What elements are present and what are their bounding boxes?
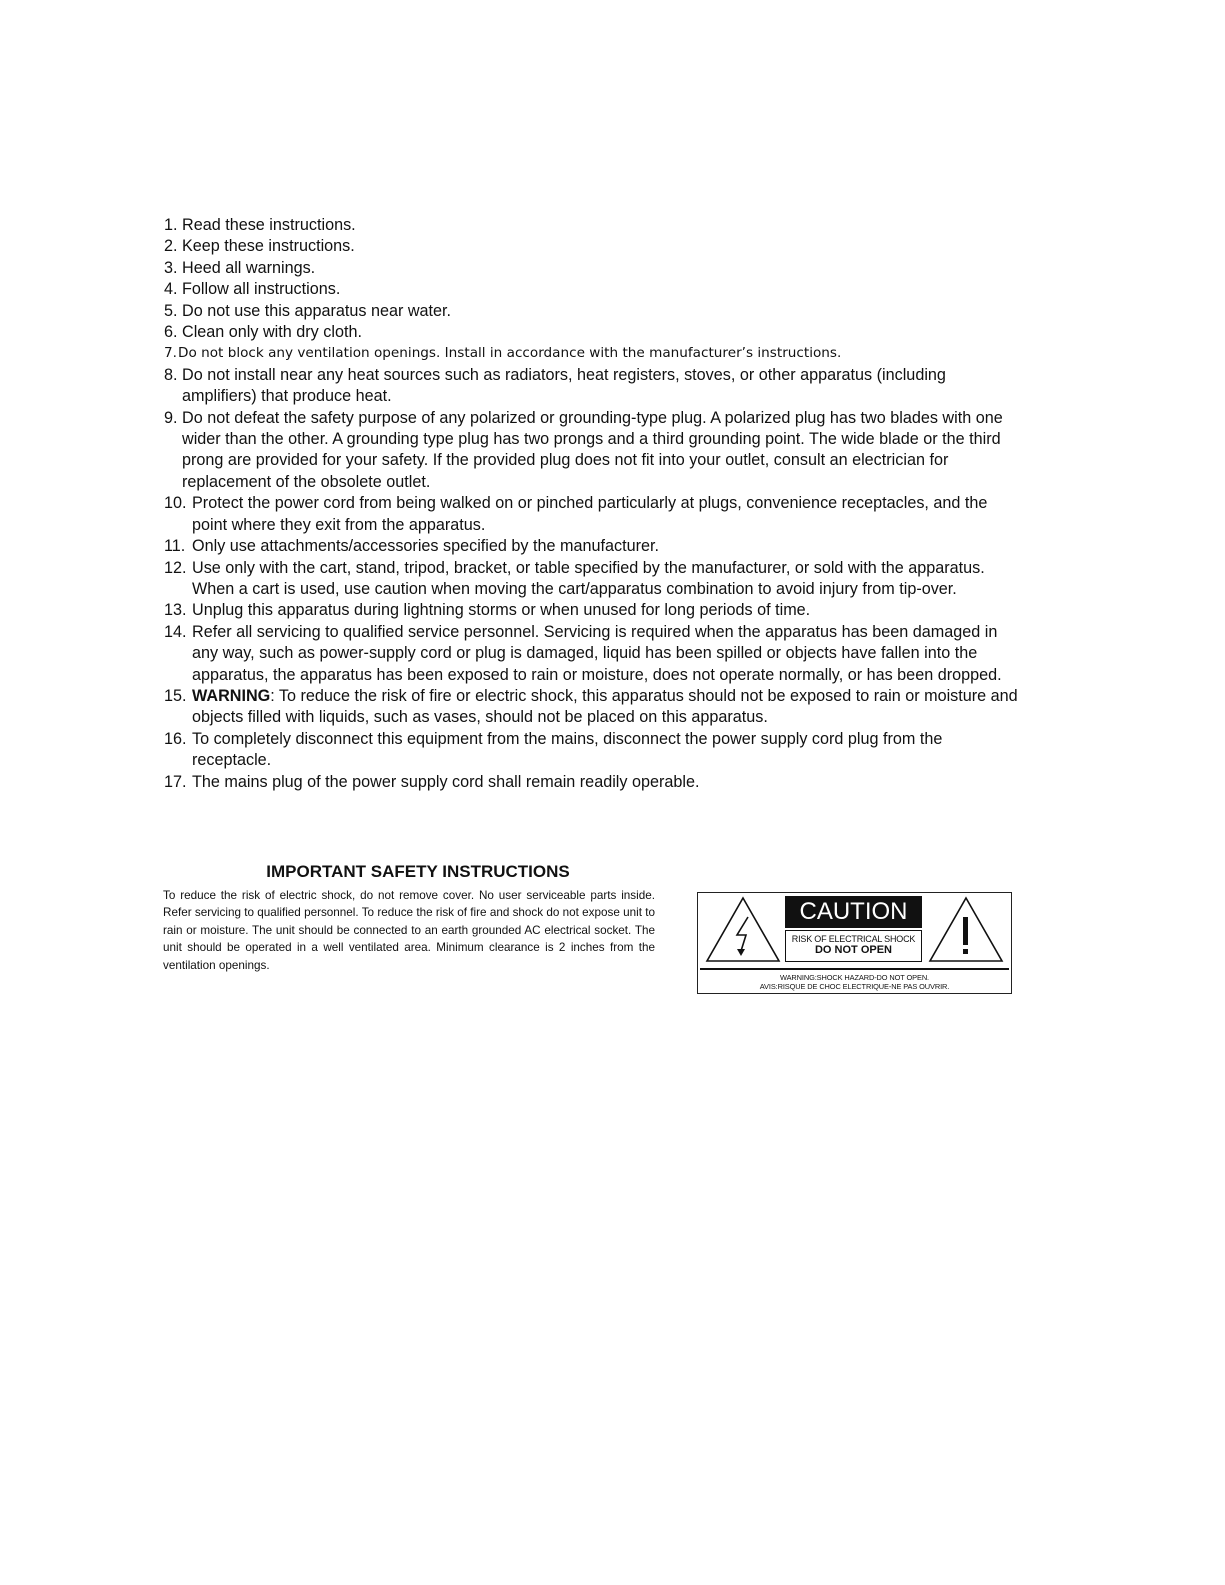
item-text: Do not block any ventilation openings. Install in accordance with the manufacturer’s instructions.: [178, 345, 842, 362]
item-number: 9.: [164, 408, 178, 427]
item-number: 3.: [164, 258, 178, 277]
list-item: [164, 686, 1024, 729]
item-number: 4.: [164, 280, 178, 299]
caution-label: [697, 892, 1012, 994]
item-number: 6.: [164, 323, 178, 342]
item-text: Follow all instructions.: [182, 280, 341, 299]
item-number: 16.: [164, 729, 187, 748]
item-text: Keep these instructions.: [182, 237, 355, 256]
divider: [700, 968, 1009, 970]
item-number: 5.: [164, 301, 178, 320]
instructions-list: [164, 215, 1024, 793]
item-text: Protect the power cord from being walked on or pinched particularly at plugs, convenience receptacles, and the point where they exit from the apparatus.: [192, 494, 988, 534]
item-number: 7.: [164, 345, 177, 362]
item-text: : To reduce the risk of fire or electric shock, this apparatus should not be exposed to rain or moisture and objects filled with liquids, such as vases, should not be placed on this apparatus.: [192, 686, 1018, 727]
item-number: 17.: [164, 772, 187, 791]
list-item: [164, 215, 1024, 236]
caution-inner: [785, 930, 922, 962]
list-item: [164, 536, 1024, 557]
item-number: 13.: [164, 601, 187, 620]
list-item: [164, 365, 1024, 408]
list-item: [164, 558, 1024, 601]
item-number: 12.: [164, 558, 187, 577]
item-number: 2.: [164, 237, 178, 256]
list-item: [164, 729, 1024, 772]
caution-warning-en: WARNING:SHOCK HAZARD-DO NOT OPEN.: [779, 973, 930, 982]
item-text: Only use attachments/accessories specified by the manufacturer.: [192, 537, 659, 556]
list-item: [164, 772, 1024, 793]
item-text: To completely disconnect this equipment from the mains, disconnect the power supply cord plug from the receptacle.: [192, 729, 943, 770]
warning-label: WARNING: [192, 686, 271, 705]
item-text: Use only with the cart, stand, tripod, bracket, or table specified by the manufacturer, or sold with the apparatus. When a cart is used, use caution when moving the cart/apparatus combination to avoid injury from tip-over.: [192, 558, 985, 598]
list-item: [164, 236, 1024, 257]
list-item: [164, 279, 1024, 300]
item-number: 1.: [164, 216, 178, 234]
item-number: 11.: [164, 537, 186, 556]
item-text: Read these instructions.: [182, 216, 356, 234]
item-text: Refer all servicing to qualified service personnel. Servicing is required when the apparatus has been damaged in any way, such as power-supply cord or plug is damaged, liquid has been spilled or objects have fallen into the apparatus, the apparatus has been exposed to rain or moisture, does not operate normally, or has been dropped.: [192, 622, 1002, 684]
list-item: [164, 622, 1024, 686]
exclamation-triangle-icon: [927, 895, 1005, 965]
safety-body: To reduce the risk of electric shock, do not remove cover. No user serviceable parts inside. Refer servicing to qualified personnel. To reduce the risk of fire and shock do not expose unit to rain or moisture. The unit should be connected to an earth grounded AC electrical socket. The unit should be operated in a well ventilated area. Minimum clearance is 2 inches from the ventilation openings.: [163, 889, 655, 972]
caution-risk: RISK OF ELECTRICAL SHOCK: [791, 934, 916, 944]
caution-panel: [785, 896, 922, 964]
list-item: [164, 258, 1024, 279]
list-item: [164, 493, 1024, 536]
item-number: 10.: [164, 494, 187, 513]
list-item: [164, 322, 1024, 343]
item-text: The mains plug of the power supply cord shall remain readily operable.: [192, 772, 700, 791]
list-item: [164, 301, 1024, 322]
item-number: 15.: [164, 686, 187, 705]
item-text: Heed all warnings.: [182, 258, 316, 277]
lightning-triangle-icon: [704, 895, 782, 965]
item-number: 14.: [164, 622, 187, 641]
caution-do-not-open: DO NOT OPEN: [814, 944, 892, 956]
caution-header: CAUTION: [785, 896, 922, 928]
list-item: [164, 600, 1024, 621]
caution-warning-fr: AVIS:RISQUE DE CHOC ELECTRIQUE-NE PAS OUVRIR.: [759, 982, 950, 991]
list-item: [164, 343, 1024, 364]
item-text: Unplug this apparatus during lightning storms or when unused for long periods of time.: [192, 601, 811, 620]
item-text: Do not use this apparatus near water.: [182, 301, 452, 320]
safety-title: IMPORTANT SAFETY INSTRUCTIONS: [266, 862, 570, 881]
item-text: Clean only with dry cloth.: [182, 323, 362, 342]
item-text: Do not install near any heat sources such as radiators, heat registers, stoves, or other apparatus (including amplifiers) that produce heat.: [182, 365, 946, 406]
item-number: 8.: [164, 365, 178, 384]
item-text: Do not defeat the safety purpose of any polarized or grounding-type plug. A polarized plug has two blades with one wider than the other. A grounding type plug has two prongs and a third grounding point. The wide blade or the third prong are provided for your safety. If the provided plug does not fit into your outlet, consult an electrician for replacement of the obsolete outlet.: [182, 408, 1003, 491]
list-item: [164, 408, 1024, 494]
